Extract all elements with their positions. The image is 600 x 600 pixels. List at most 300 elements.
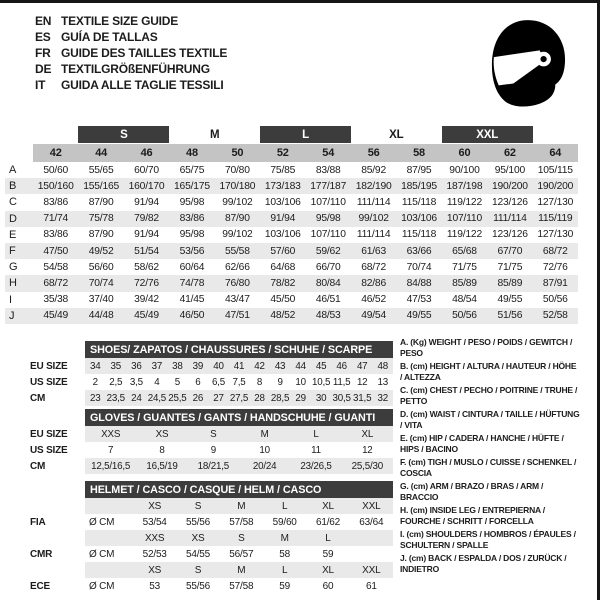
diameter-unit-label <box>85 562 133 578</box>
row-cells <box>85 546 393 562</box>
helmet-size-value: XS <box>148 500 162 512</box>
row-cells <box>85 578 393 594</box>
racing-helmet-icon <box>489 18 567 108</box>
shoe-size-value: 30 <box>315 392 327 404</box>
shoe-size-value: 5 <box>174 376 181 388</box>
glove-size-value: M <box>260 428 269 440</box>
measurement-value: 46/52 <box>361 294 386 306</box>
measurement-value: 56/60 <box>88 261 114 273</box>
helmet-row <box>30 546 393 562</box>
spacer <box>5 126 33 143</box>
measurement-value: 90/100 <box>449 164 480 176</box>
legend-item: J. (cm) BACK / ESPALDA / DOS / ZURÜCK / INDIETRO <box>400 553 567 574</box>
spacer <box>533 126 578 143</box>
helmet-size-value: L <box>281 500 288 512</box>
measurement-value: 84/88 <box>406 277 432 289</box>
shoes-title-row <box>30 341 393 358</box>
gloves-row <box>30 426 393 442</box>
measurement-value: 115/119 <box>538 213 573 225</box>
measurement-value: 49/55 <box>497 294 523 306</box>
measurement-value: 46/51 <box>315 294 341 306</box>
standard-label <box>30 562 85 578</box>
measurement-value: 99/102 <box>222 196 253 208</box>
language-code: EN <box>35 14 52 28</box>
legend-item: G. (cm) ARM / BRAZO / BRAS / ARM / BRACCIO <box>400 481 544 502</box>
shoes-row <box>30 374 393 390</box>
measurement-value: 173/183 <box>264 180 301 192</box>
glove-size-value: L <box>313 428 319 440</box>
measurement-value: 51/54 <box>134 245 159 257</box>
measurement-row <box>5 275 578 291</box>
measurement-legend <box>400 337 580 577</box>
glove-size-value: 12 <box>362 444 373 456</box>
guide-title: TEXTILE SIZE GUIDE <box>61 14 179 28</box>
shoe-size-value: 43 <box>274 360 286 372</box>
row-cells <box>85 374 393 390</box>
shoe-size-value: 30,5 <box>332 392 351 404</box>
helmet-size-value: 55/56 <box>185 516 210 528</box>
guide-title: GUÍA DE TALLAS <box>61 30 158 44</box>
shoe-size-value: 26 <box>192 392 204 404</box>
diameter-unit-label: Ø CM <box>89 580 115 592</box>
size-groups-row <box>5 126 578 143</box>
row-letter: H <box>9 277 17 290</box>
diameter-unit-label <box>85 498 133 514</box>
shoe-size-value: 44 <box>295 360 306 372</box>
measurement-value: 60/64 <box>179 261 205 273</box>
row-label: EU SIZE <box>30 428 68 440</box>
language-title-row <box>35 61 227 77</box>
shoe-size-value: 24 <box>131 392 142 404</box>
measurement-value: 48/54 <box>452 294 477 306</box>
row-label: CM <box>30 392 46 404</box>
glove-size-value: 18/21,5 <box>197 460 229 472</box>
shoe-size-value: 11,5 <box>332 376 351 388</box>
shoes-title-bar: SHOES/ ZAPATOS / CHAUSSURES / SCHUHE / SCARPE <box>85 341 393 358</box>
measurement-value: 79/82 <box>134 213 159 225</box>
measurement-value: 68/72 <box>542 245 568 257</box>
gloves-row <box>30 458 393 474</box>
measurement-value: 83/86 <box>179 213 205 225</box>
shoe-size-value: 27,5 <box>229 392 249 404</box>
size-group-m: M <box>209 128 220 141</box>
language-title-list <box>35 13 227 93</box>
spacer <box>30 481 85 498</box>
helmet-size-value: XXS <box>144 532 165 544</box>
guide-title: GUIDA ALLE TAGLIE TESSILI <box>61 78 224 92</box>
measurement-value: 50/56 <box>542 294 568 306</box>
diameter-unit-label <box>85 530 133 546</box>
helmet-size-value: 60 <box>322 580 334 592</box>
measurement-value: 78/82 <box>270 277 296 289</box>
diameter-unit-label: Ø CM <box>89 548 115 560</box>
language-code: IT <box>35 78 46 92</box>
measurement-value: 107/110 <box>446 213 482 225</box>
helmet-size-value: 59 <box>322 548 334 560</box>
legend-item: B. (cm) HEIGHT / ALTURA / HAUTEUR / HÖHE / ALTEZZA <box>400 361 577 382</box>
legend-item: C. (cm) CHEST / PECHO / POITRINE / TRUHE / PETTO <box>400 385 578 406</box>
helmet-row <box>30 530 393 546</box>
row-cells <box>33 162 578 178</box>
standard-label: CMR <box>30 548 53 560</box>
measurement-value: 80/84 <box>315 277 341 289</box>
row-letter: A <box>9 164 17 177</box>
measurement-value: 91/94 <box>134 229 159 241</box>
measurement-value: 63/66 <box>406 245 432 257</box>
glove-size-value: XS <box>155 428 169 440</box>
shoe-size-value: 41 <box>233 360 245 372</box>
guide-title: GUIDE DES TAILLES TEXTILE <box>61 46 228 60</box>
helmet-size-value: L <box>281 564 288 576</box>
measurement-value: 87/90 <box>88 229 114 241</box>
measurement-row <box>5 227 578 243</box>
helmet-size-value: 63/64 <box>359 516 384 528</box>
glove-size-value: 10 <box>259 444 270 456</box>
measurement-value: 71/75 <box>452 261 477 273</box>
measurement-value: 55/65 <box>88 164 114 176</box>
shoe-size-value: 10,5 <box>311 376 331 388</box>
gloves-row <box>30 442 393 458</box>
gloves-rows <box>30 426 393 474</box>
helmet-size-value: 52/53 <box>142 548 167 560</box>
measurement-value: 37/40 <box>88 294 114 306</box>
helmet-row <box>30 578 393 594</box>
glove-size-value: 20/24 <box>252 460 277 472</box>
measurement-value: 65/68 <box>452 245 477 257</box>
legend-item: H. (cm) INSIDE LEG / ENTREPIERNA / FOURCHE / SCHRITT / FORCELLA <box>400 505 545 526</box>
measurement-value: 67/70 <box>497 245 523 257</box>
shoe-size-value: 37 <box>151 360 163 372</box>
row-label: US SIZE <box>30 444 68 456</box>
shoe-size-value: 6,5 <box>211 376 225 388</box>
row-cells <box>85 562 393 578</box>
measurement-value: 85/89 <box>452 277 477 289</box>
size-number: 48 <box>186 147 198 159</box>
helmet-size-value: S <box>238 532 245 544</box>
shoe-size-value: 28 <box>254 392 265 404</box>
helmet-size-value <box>350 546 393 562</box>
measurement-row <box>5 194 578 210</box>
language-code: FR <box>35 46 51 60</box>
row-cells <box>33 275 578 291</box>
shoe-size-value: 29 <box>295 392 306 404</box>
measurement-value: 48/53 <box>315 310 341 322</box>
measurement-value: 182/190 <box>355 180 392 192</box>
measurement-value: 72/76 <box>134 277 159 289</box>
measurement-value: 59/62 <box>315 245 341 257</box>
measurement-value: 95/98 <box>179 196 205 208</box>
measurement-value: 48/52 <box>270 310 296 322</box>
legend-item: F. (cm) TIGH / MUSLO / CUISSE / SCHENKEL / COSCIA <box>400 457 577 478</box>
helmet-size-value: 59 <box>279 580 291 592</box>
measurement-value: 54/58 <box>43 261 69 273</box>
language-code: ES <box>35 30 51 44</box>
glove-size-value: 23/26,5 <box>300 460 332 472</box>
legend-item: I. (cm) SHOULDERS / HOMBROS / ÉPAULES / SCHULTERN / SPALLE <box>400 529 576 550</box>
helmet-size-value: 61/62 <box>315 516 340 528</box>
row-cells <box>33 243 578 259</box>
language-title-row <box>35 29 227 45</box>
row-cells <box>85 358 393 374</box>
shoe-size-value: 40 <box>213 360 224 372</box>
size-number-header-row <box>5 144 578 162</box>
measurement-value: 82/86 <box>361 277 386 289</box>
helmet-size-value: 53 <box>149 580 161 592</box>
size-number: 56 <box>367 147 380 159</box>
measurement-value: 74/78 <box>179 277 205 289</box>
shoe-size-value: 23,5 <box>106 392 125 404</box>
measurement-value: 62/66 <box>224 261 250 273</box>
measurement-value: 51/56 <box>497 310 523 322</box>
row-cells <box>85 514 393 530</box>
measurement-value: 83/86 <box>43 229 69 241</box>
shoe-size-value: 45 <box>315 360 327 372</box>
helmet-size-value: XS <box>148 564 162 576</box>
glove-size-value: S <box>210 428 217 440</box>
measurement-row <box>5 259 578 275</box>
helmet-size-value: 57/58 <box>229 516 254 528</box>
helmet-title-row <box>30 481 393 498</box>
shoe-size-value: 13 <box>377 376 388 388</box>
glove-size-value: XL <box>361 428 374 440</box>
shoe-size-value: 32 <box>377 392 388 404</box>
shoe-size-value: 4 <box>154 376 160 388</box>
spacer <box>30 409 85 426</box>
measurement-value: 103/106 <box>264 229 301 241</box>
shoe-size-value: 7,5 <box>232 376 246 388</box>
helmet-size-value: 57/58 <box>229 580 254 592</box>
measurement-value: 50/56 <box>452 310 477 322</box>
measurement-value: 39/42 <box>134 294 159 306</box>
size-numbers <box>33 144 578 162</box>
standard-label <box>30 498 85 514</box>
helmet-size-value: S <box>194 564 202 576</box>
measurement-value: 123/126 <box>491 229 528 241</box>
measurement-value: 95/98 <box>315 213 341 225</box>
shoe-size-value: 9 <box>277 376 283 388</box>
shoe-size-value: 47 <box>356 360 368 372</box>
measurement-value: 46/50 <box>179 310 205 322</box>
measurement-value: 64/68 <box>270 261 296 273</box>
shoe-size-value: 6 <box>195 376 201 388</box>
row-cells <box>33 308 578 324</box>
helmet-table <box>30 481 393 594</box>
shoe-size-value: 25,5 <box>168 392 187 404</box>
measurement-value: 49/55 <box>406 310 432 322</box>
row-label: EU SIZE <box>30 360 68 372</box>
measurement-value: 107/110 <box>310 196 346 208</box>
measurement-value: 47/53 <box>406 294 432 306</box>
glove-size-value: 25,5/30 <box>351 460 383 472</box>
measurement-value: 47/51 <box>224 310 250 322</box>
measurement-value: 127/130 <box>537 196 574 208</box>
shoe-size-value: 23 <box>90 392 101 404</box>
measurement-value: 49/54 <box>361 310 386 322</box>
measurement-value: 99/102 <box>358 213 389 225</box>
measurement-value: 115/118 <box>401 229 437 241</box>
measurement-value: 91/94 <box>270 213 296 225</box>
shoe-size-value: 46 <box>336 360 347 372</box>
shoe-size-value: 2,5 <box>109 376 123 388</box>
helmet-size-value: L <box>325 532 331 544</box>
size-number: 52 <box>276 147 289 159</box>
row-letter: B <box>9 180 17 193</box>
measurement-value: 111/114 <box>356 196 391 208</box>
measurement-row <box>5 243 578 259</box>
measurement-value: 44/48 <box>88 310 114 322</box>
size-number: 60 <box>458 147 471 159</box>
measurement-value: 70/74 <box>88 277 114 289</box>
measurement-value: 53/56 <box>179 245 205 257</box>
shoe-size-value: 36 <box>131 360 142 372</box>
glove-size-value: XXS <box>101 428 121 440</box>
row-cells <box>33 211 578 227</box>
measurement-value: 68/72 <box>361 261 386 273</box>
measurement-value: 155/165 <box>83 180 120 192</box>
measurement-value: 87/90 <box>88 196 114 208</box>
shoe-size-value: 34 <box>90 360 101 372</box>
measurement-value: 47/50 <box>43 245 69 257</box>
row-cells <box>85 426 393 442</box>
measurement-value: 85/92 <box>361 164 386 176</box>
helmet-size-value: M <box>237 500 246 512</box>
measurement-value: 87/90 <box>224 213 250 225</box>
measurement-value: 123/126 <box>491 196 528 208</box>
glove-size-value: 9 <box>210 444 216 456</box>
spacer <box>30 341 85 358</box>
shoe-size-value: 8 <box>256 376 263 388</box>
size-number: 42 <box>49 147 62 159</box>
measurement-value: 127/130 <box>537 229 574 241</box>
measurement-value: 76/80 <box>224 277 250 289</box>
helmet-size-value: XXL <box>362 564 381 576</box>
glove-size-value: 16,5/19 <box>146 460 178 472</box>
shoes-row <box>30 390 393 406</box>
helmet-size-value: 55/56 <box>185 580 210 592</box>
measurement-value: 91/94 <box>134 196 159 208</box>
measurement-row <box>5 308 578 324</box>
row-label: US SIZE <box>30 376 68 388</box>
measurement-value: 45/49 <box>43 310 69 322</box>
shoe-size-value: 31,5 <box>353 392 372 404</box>
language-code: DE <box>35 62 52 76</box>
measurement-value: 111/114 <box>493 213 527 225</box>
standard-label: FIA <box>30 516 46 528</box>
row-letter: D <box>9 212 17 225</box>
measurement-value: 71/75 <box>497 261 523 273</box>
shoe-size-value: 42 <box>254 360 265 372</box>
measurement-value: 99/102 <box>222 229 253 241</box>
measurement-value: 190/200 <box>537 180 574 192</box>
measurement-value: 50/60 <box>43 164 69 176</box>
glove-size-value: 8 <box>159 444 165 456</box>
size-number: 44 <box>95 147 108 159</box>
measurement-row <box>5 211 578 227</box>
measurement-value: 177/187 <box>310 180 347 192</box>
spacer <box>33 126 78 143</box>
row-letter: C <box>9 196 17 209</box>
size-group-xl: XL <box>389 128 404 141</box>
gloves-title-row <box>30 409 393 426</box>
size-group-xxl: XXL <box>442 126 533 143</box>
row-cells <box>85 458 393 474</box>
helmet-size-value <box>350 530 393 546</box>
measurement-value: 95/100 <box>494 164 526 176</box>
helmet-row <box>30 514 393 530</box>
shoes-rows <box>30 358 393 406</box>
measurement-value: 187/198 <box>446 180 483 192</box>
size-number: 46 <box>140 147 153 159</box>
measurement-value: 190/200 <box>491 180 528 192</box>
helmet-size-value: XS <box>191 532 205 544</box>
helmet-size-value: 56/57 <box>229 548 254 560</box>
measurement-value: 68/72 <box>43 277 69 289</box>
measurement-value: 45/50 <box>270 294 296 306</box>
row-cells <box>85 498 393 514</box>
spacer <box>5 144 33 162</box>
helmet-size-value: M <box>280 532 289 544</box>
legend-item: D. (cm) WAIST / CINTURA / TAILLE / HÜFTUNG / VITA <box>400 409 580 430</box>
helmet-size-value: 59/60 <box>272 516 297 528</box>
size-number: 50 <box>231 147 244 159</box>
row-cells <box>85 442 393 458</box>
legend-item: A. (Kg) WEIGHT / PESO / POIDS / GEWITCH / PESO <box>400 337 573 358</box>
size-group-s: S <box>78 126 169 143</box>
measurement-value: 49/52 <box>88 245 114 257</box>
shoe-size-value: 3,5 <box>129 376 143 388</box>
helmet-rows <box>30 498 393 594</box>
helmet-size-value: XXL <box>362 500 381 512</box>
measurement-value: 150/160 <box>37 180 74 192</box>
measurement-row <box>5 292 578 308</box>
measurement-value: 95/98 <box>179 229 205 241</box>
row-letter: J <box>9 309 15 322</box>
measurement-row <box>5 162 578 178</box>
shoe-size-value: 27 <box>213 392 224 404</box>
measurement-value: 61/63 <box>361 245 386 257</box>
shoes-table <box>30 341 393 406</box>
row-cells <box>33 292 578 308</box>
row-label: CM <box>30 460 46 472</box>
helmet-size-value: 61 <box>365 580 377 592</box>
language-title-row <box>35 77 227 93</box>
shoe-size-value: 10 <box>295 376 306 388</box>
measurement-value: 165/175 <box>174 180 210 192</box>
row-cells <box>85 390 393 406</box>
measurement-value: 185/195 <box>401 180 437 192</box>
shoe-size-value: 38 <box>172 360 183 372</box>
measurement-value: 43/47 <box>224 294 250 306</box>
standard-label <box>30 530 85 546</box>
measurement-value: 119/122 <box>446 196 482 208</box>
measurement-value: 58/62 <box>134 261 159 273</box>
row-letter: E <box>9 228 17 241</box>
measurement-value: 70/74 <box>406 261 432 273</box>
measurement-value: 160/170 <box>128 180 165 192</box>
row-cells <box>33 227 578 243</box>
shoe-size-value: 12 <box>356 376 368 388</box>
measurement-value: 45/49 <box>134 310 159 322</box>
glove-size-value: 7 <box>108 444 114 456</box>
language-title-row <box>35 13 227 29</box>
language-title-row <box>35 45 227 61</box>
shoe-size-value: 39 <box>192 360 204 372</box>
measurement-value: 35/38 <box>43 294 69 306</box>
measurement-value: 71/74 <box>43 213 69 225</box>
shoe-size-value: 2 <box>92 376 98 388</box>
measurement-value: 41/45 <box>179 294 205 306</box>
measurement-rows <box>5 162 578 324</box>
